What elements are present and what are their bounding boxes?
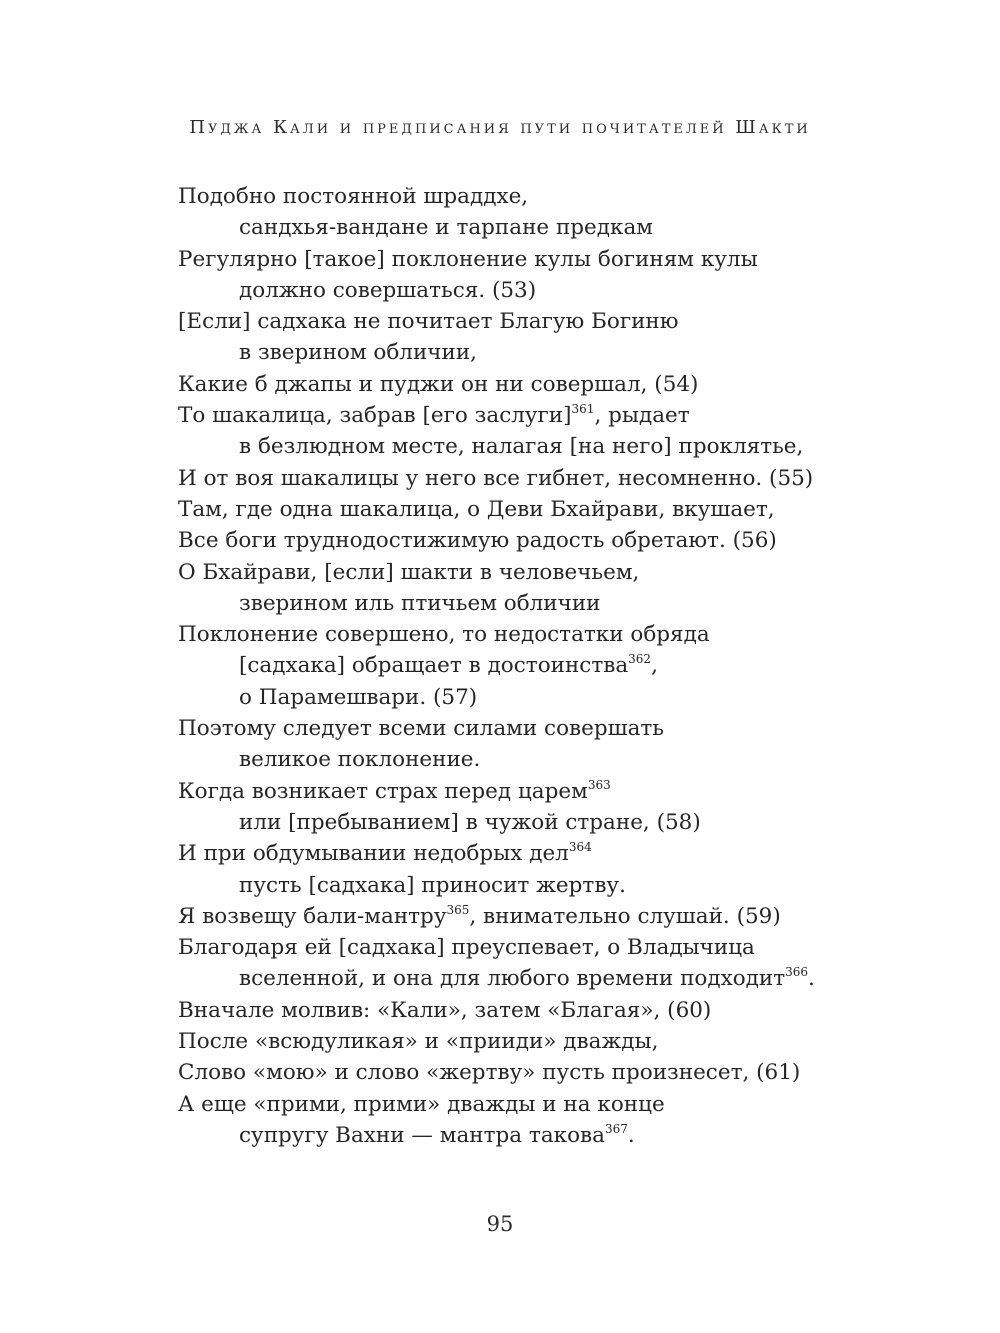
- verse-line-text: Благодаря ей [садхака] преуспевает, о Владычица: [178, 935, 755, 961]
- verse-line: [178, 807, 938, 838]
- verse-line-text: Все боги труднодостижимую радость обретают. (56): [178, 528, 777, 554]
- footnote-marker: 367: [604, 1121, 628, 1136]
- verse-line: [178, 275, 938, 306]
- verse-line-text: Слово «мою» и слово «жертву» пусть произнесет, (61): [178, 1060, 801, 1086]
- verse-line-text: вселенной, и она для любого времени подходит: [239, 966, 786, 992]
- verse-line: [178, 525, 938, 556]
- footnote-marker: 361: [571, 402, 595, 417]
- verse-line: [178, 995, 938, 1026]
- verse-line: [178, 870, 938, 901]
- footnote-marker: 363: [587, 777, 611, 792]
- running-header: Пуджа Кали и предписания пути почитателей Шакти: [189, 117, 811, 138]
- verse-line: [178, 557, 938, 588]
- verse-line-text: зверином иль птичьем обличии: [239, 590, 601, 616]
- verse-line-text: Поэтому следует всеми силами совершать: [178, 716, 665, 742]
- verse-line-text: пусть [садхака] приносит жертву.: [239, 872, 626, 898]
- verse-line-text: Подобно постоянной шраддхе,: [178, 184, 529, 209]
- verse-line-text: сандхья-вандане и тарпане предкам: [239, 215, 653, 241]
- verse-line-text: Регулярно [такое] поклонение кулы богиням кулы: [178, 246, 758, 272]
- verse-line: [178, 306, 938, 337]
- verse-line: [178, 181, 938, 212]
- verse-line: [178, 588, 938, 619]
- footnote-marker: 365: [446, 902, 470, 917]
- verse-line-text: о Парамешвари. (57): [239, 684, 478, 710]
- verse-line: [178, 431, 938, 462]
- footnote-marker: 364: [568, 840, 592, 855]
- verse-line-text: О Бхайрави, [если] шакти в человечьем,: [178, 559, 640, 585]
- verse-line-text: или [пребыванием] в чужой стране, (58): [239, 809, 701, 835]
- page-number: 95: [486, 1212, 514, 1236]
- footnote-marker: 362: [628, 652, 652, 667]
- verse-line: [178, 494, 938, 525]
- verse-line-text-after-footnote: .: [808, 966, 815, 992]
- verse-line-text: После «всюдуликая» и «прииди» дважды,: [178, 1029, 659, 1055]
- verse-line-text: [Если] садхака не почитает Благую Богиню: [178, 309, 679, 335]
- verse-line: [178, 650, 938, 681]
- verse-line-text: То шакалица, забрав [его заслуги]: [178, 403, 572, 429]
- verse-line: [178, 212, 938, 243]
- verse-line: [178, 1057, 938, 1088]
- verse-line: [178, 619, 938, 650]
- verse-line-text-after-footnote: ,: [651, 653, 658, 679]
- verse-line: [178, 463, 938, 494]
- verse-line: [178, 744, 938, 775]
- verse-line-text: в зверином обличии,: [239, 340, 478, 366]
- verse-line-text: Поклонение совершено, то недостатки обряда: [178, 622, 710, 648]
- verse-line: [178, 1120, 938, 1151]
- verse-line-text: Вначале молвив: «Кали», затем «Благая», (60): [178, 997, 712, 1023]
- verse-line-text: [садхака] обращает в достоинства: [239, 653, 629, 679]
- verse-line: [178, 713, 938, 744]
- verse-line: [178, 1026, 938, 1057]
- verse-line-text: И от воя шакалицы у него все гибнет, несомненно. (55): [178, 465, 814, 491]
- footnote-marker: 366: [785, 965, 809, 980]
- verse-line-text-after-footnote: , рыдает: [594, 403, 690, 429]
- verse-line: [178, 963, 938, 994]
- verse-line: [178, 838, 938, 869]
- verse-line: [178, 1089, 938, 1120]
- verse-line-text-after-footnote: .: [627, 1122, 635, 1148]
- verse-line-text: Я возвещу бали-мантру: [178, 903, 447, 929]
- verse-text: [178, 181, 938, 1151]
- verse-line-text: великое поклонение.: [239, 747, 481, 773]
- verse-line-text: супругу Вахни — мантра такова: [239, 1122, 605, 1148]
- verse-line: [178, 932, 938, 963]
- verse-line-text-after-footnote: , внимательно слушай. (59): [469, 903, 781, 929]
- verse-line: [178, 901, 938, 932]
- verse-line: [178, 776, 938, 807]
- verse-line-text: в безлюдном месте, налагая [на него] проклятье,: [239, 434, 804, 460]
- verse-line-text: Когда возникает страх перед царем: [178, 778, 588, 804]
- verse-line-text: И при обдумывании недобрых дел: [178, 841, 569, 867]
- verse-line: [178, 337, 938, 368]
- verse-line: [178, 682, 938, 713]
- verse-line-text: Какие б джапы и пуджи он ни совершал, (54): [178, 371, 699, 397]
- verse-line-text: А еще «прими, прими» дважды и на конце: [178, 1091, 665, 1117]
- verse-line: [178, 244, 938, 275]
- verse-line-text: должно совершаться. (53): [239, 277, 537, 303]
- verse-line-text: Там, где одна шакалица, о Деви Бхайрави, вкушает,: [178, 496, 775, 522]
- verse-line: [178, 369, 938, 400]
- verse-line: [178, 400, 938, 431]
